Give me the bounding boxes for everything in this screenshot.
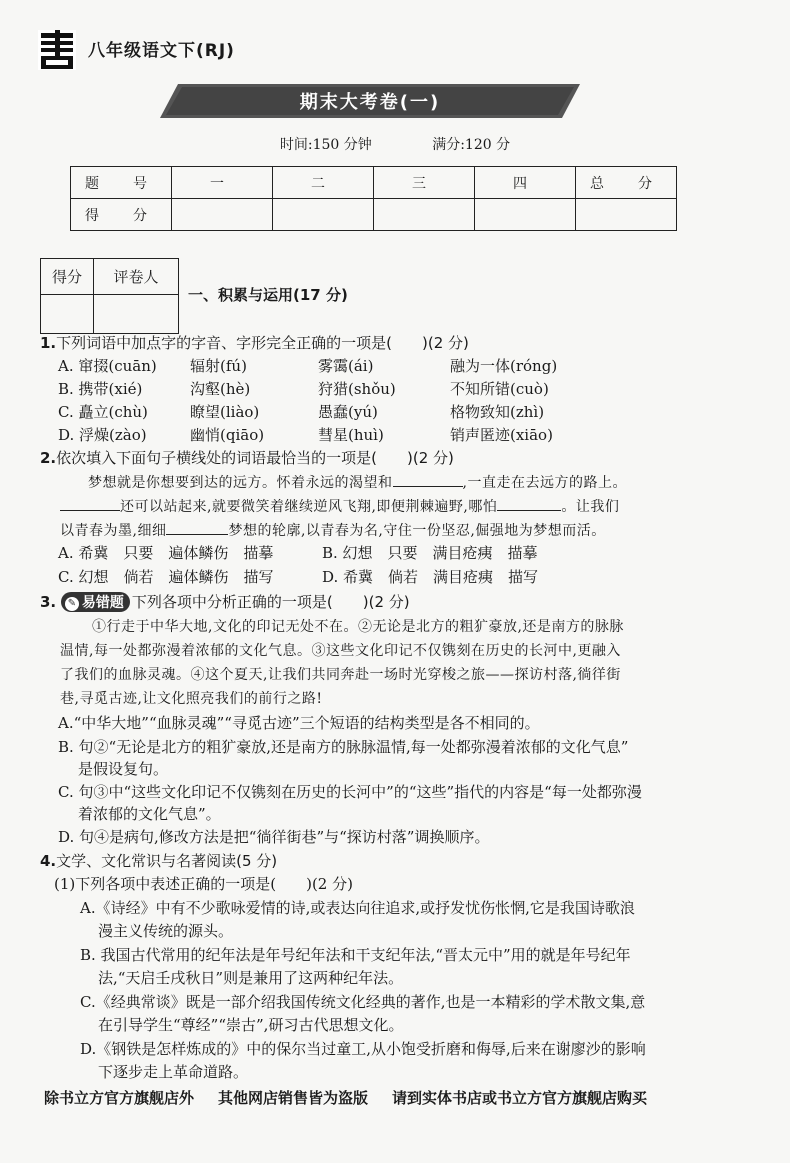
q3-option-c-cont: 着浓郁的文化气息”。 bbox=[78, 805, 221, 823]
passage-text: 梦想就是你想要到达的远方。怀着永远的渴望和 bbox=[88, 475, 393, 491]
q1-option: A. 窜掇(cuān) bbox=[58, 357, 157, 375]
score-input-cell[interactable] bbox=[576, 199, 677, 231]
q1-option: C. 矗立(chù) bbox=[58, 403, 148, 421]
question-text: 下列各项中分析正确的一项是( )(2 分) bbox=[131, 593, 410, 611]
question-text: 文学、文化常识与名著阅读(5 分) bbox=[56, 852, 278, 870]
q1-option: B. 携带(xié) bbox=[58, 380, 143, 398]
passage-text: 。让我们 bbox=[561, 499, 620, 515]
q4-option-b-cont: 法,“天启壬戌秋日”则是兼用了这两种纪年法。 bbox=[98, 969, 404, 987]
q1-option: 格物致知(zhì) bbox=[450, 403, 545, 421]
q2-option-c: C. 幻想 倘若 遍体鳞伤 描写 bbox=[58, 568, 274, 586]
q3-passage-line: 巷,寻觅古迹,让文化照亮我们的前行之路! bbox=[60, 691, 323, 707]
q1-option: 雾霭(ái) bbox=[318, 357, 374, 375]
q1-option: 愚蠢(yú) bbox=[318, 403, 378, 421]
q4-option-c-cont: 在引导学生“尊经”“崇古”,研习古代思想文化。 bbox=[98, 1016, 404, 1034]
score-input-cell[interactable] bbox=[273, 199, 374, 231]
q1-option: 沟壑(hè) bbox=[190, 380, 251, 398]
q1-option: 瞭望(liào) bbox=[190, 403, 260, 421]
q2-passage-line bbox=[60, 520, 606, 540]
question-2-stem bbox=[40, 447, 454, 468]
exam-full-score: 满分:120 分 bbox=[432, 137, 511, 153]
q1-option: 融为一体(róng) bbox=[450, 357, 558, 375]
question-1-stem bbox=[40, 332, 469, 353]
score-cell: 四 bbox=[475, 167, 576, 199]
passage-text: 梦想的轮廓,以青春为名,守住一份坚忍,倔强地为梦想而活。 bbox=[228, 523, 606, 539]
score-cell: 得 分 bbox=[71, 199, 172, 231]
q2-passage-line bbox=[88, 472, 627, 492]
footer-text: 其他网店销售皆为盗版 bbox=[218, 1089, 369, 1107]
passage-text: ,一直走在去远方的路上。 bbox=[462, 475, 627, 491]
score-cell: 总 分 bbox=[576, 167, 677, 199]
question-number: 1. bbox=[40, 334, 57, 352]
q3-option-b: B. 句②“无论是北方的粗犷豪放,还是南方的脉脉温情,每一处都弥漫着浓郁的文化气息” bbox=[58, 738, 629, 756]
q1-option: 幽悄(qiāo) bbox=[190, 426, 265, 444]
question-text: 下列词语中加点字的字音、字形完全正确的一项是( )(2 分) bbox=[56, 334, 469, 352]
q1-option: D. 浮燥(zào) bbox=[58, 426, 147, 444]
score-input-cell[interactable] bbox=[475, 199, 576, 231]
q2-option-a: A. 希冀 只要 遍体鳞伤 描摹 bbox=[58, 544, 274, 562]
book-title: 八年级语文下(RJ) bbox=[88, 41, 235, 61]
q2-passage-line bbox=[60, 496, 619, 516]
q3-passage-line: ①行走于中华大地,文化的印记无处不在。②无论是北方的粗犷豪放,还是南方的脉脉 bbox=[92, 619, 624, 635]
question-text: 依次填入下面句子横线处的词语最恰当的一项是( )(2 分) bbox=[56, 449, 454, 467]
q1-option: 狩猎(shǒu) bbox=[318, 380, 396, 398]
score-cell: 二 bbox=[273, 167, 374, 199]
answer-blank[interactable] bbox=[60, 496, 120, 511]
q4-option-a: A.《诗经》中有不少歌咏爱情的诗,或表达向往追求,或抒发忧伤怅惘,它是我国诗歌浪 bbox=[80, 899, 635, 917]
question-number: 4. bbox=[40, 852, 57, 870]
score-cell: 题 号 bbox=[71, 167, 172, 199]
score-cell: 三 bbox=[374, 167, 475, 199]
score-table-score-row bbox=[71, 199, 677, 231]
section-1-heading: 一、积累与运用(17 分) bbox=[188, 286, 348, 304]
q2-option-d: D. 希冀 倘若 满目疮痍 描写 bbox=[322, 568, 539, 586]
q4-option-d: D.《钢铁是怎样炼成的》中的保尔当过童工,从小饱受折磨和侮辱,后来在谢廖沙的影响 bbox=[80, 1040, 646, 1058]
badge-label: 易错题 bbox=[81, 595, 124, 611]
q4-subquestion: (1)下列各项中表述正确的一项是( )(2 分) bbox=[54, 875, 353, 893]
q4-option-c: C.《经典常谈》既是一部介绍我国传统文化经典的著作,也是一本精彩的学术散文集,意 bbox=[80, 993, 646, 1011]
passage-text: 还可以站起来,就要微笑着继续逆风飞翔,即便荆棘遍野,哪怕 bbox=[120, 499, 498, 515]
grader-score-label: 得分 bbox=[41, 259, 94, 295]
footer-text: 除书立方官方旗舰店外 bbox=[44, 1089, 195, 1107]
q3-option-a: A.“中华大地”“血脉灵魂”“寻觅古迹”三个短语的结构类型是各不相同的。 bbox=[58, 714, 540, 732]
grader-name-cell[interactable] bbox=[94, 295, 179, 334]
question-number: 2. bbox=[40, 449, 57, 467]
grader-score-cell[interactable] bbox=[41, 295, 94, 334]
q4-option-d-cont: 下逐步走上革命道路。 bbox=[98, 1063, 249, 1081]
score-table bbox=[70, 166, 677, 231]
score-input-cell[interactable] bbox=[374, 199, 475, 231]
q4-option-a-cont: 漫主义传统的源头。 bbox=[98, 922, 234, 940]
exam-meta bbox=[0, 134, 790, 154]
q1-option: 彗星(huì) bbox=[318, 426, 384, 444]
q3-option-c: C. 句③中“这些文化印记不仅镌刻在历史的长河中”的“这些”指代的内容是“每一处都弥漫 bbox=[58, 783, 642, 801]
anti-piracy-footer bbox=[44, 1087, 647, 1108]
q1-option: 不知所错(cuò) bbox=[450, 380, 549, 398]
footer-text: 请到实体书店或书立方官方旗舰店购买 bbox=[392, 1089, 648, 1107]
score-table-header-row bbox=[71, 167, 677, 199]
pen-icon: ✎ bbox=[65, 597, 79, 611]
exam-time: 时间:150 分钟 bbox=[279, 137, 372, 153]
question-number: 3. bbox=[40, 593, 57, 611]
answer-blank[interactable] bbox=[393, 472, 463, 487]
passage-text: 以青春为墨,细细 bbox=[60, 523, 167, 539]
q3-option-b-cont: 是假设复句。 bbox=[78, 760, 169, 778]
q1-option: 销声匿迹(xiāo) bbox=[450, 426, 553, 444]
q4-option-b: B. 我国古代常用的纪年法是年号纪年法和干支纪年法,“晋太元中”用的就是年号纪年 bbox=[80, 946, 631, 964]
grader-name-label: 评卷人 bbox=[94, 259, 179, 295]
answer-blank[interactable] bbox=[166, 520, 228, 535]
question-4-stem bbox=[40, 850, 277, 871]
answer-blank[interactable] bbox=[497, 496, 561, 511]
q3-option-d: D. 句④是病句,修改方法是把“徜徉街巷”与“探访村落”调换顺序。 bbox=[58, 828, 490, 846]
score-cell: 一 bbox=[172, 167, 273, 199]
error-prone-badge bbox=[61, 592, 130, 612]
q3-passage-line: 了我们的血脉灵魂。④这个夏天,让我们共同奔赴一场时光穿梭之旅——探访村落,徜徉街 bbox=[60, 667, 621, 683]
publisher-logo-icon bbox=[38, 30, 76, 70]
q1-option: 辐射(fú) bbox=[190, 357, 247, 375]
exam-title: 期末大考卷(一) bbox=[299, 92, 441, 113]
q3-passage-line: 温情,每一处都弥漫着浓郁的文化气息。③这些文化印记不仅镌刻在历史的长河中,更融入 bbox=[60, 643, 621, 659]
q2-option-b: B. 幻想 只要 满目疮痍 描摹 bbox=[322, 544, 538, 562]
score-input-cell[interactable] bbox=[172, 199, 273, 231]
grader-table bbox=[40, 258, 179, 334]
question-3-stem bbox=[40, 591, 410, 612]
exam-title-banner bbox=[160, 84, 580, 118]
